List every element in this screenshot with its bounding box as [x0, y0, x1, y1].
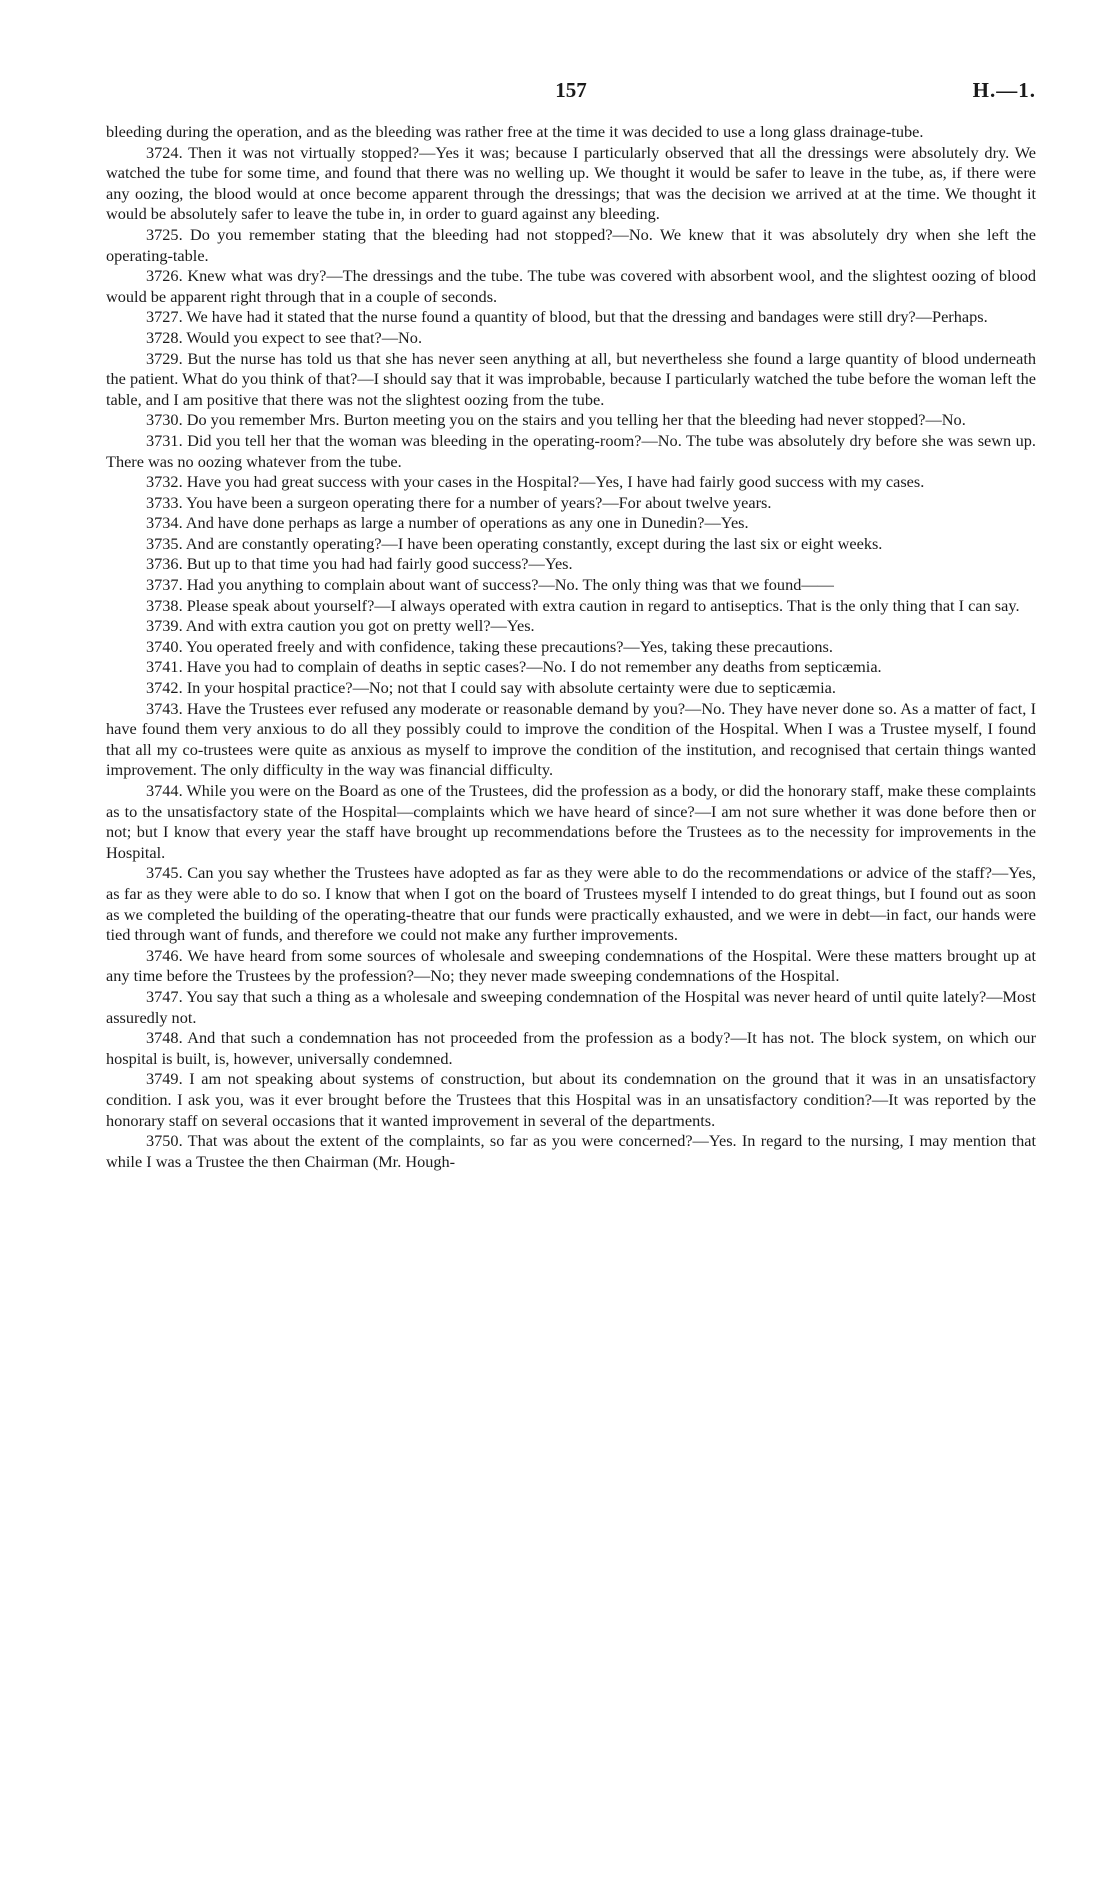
- paragraph: 3736. But up to that time you had had fairly good success?—Yes.: [146, 554, 573, 574]
- paragraph: 3730. Do you remember Mrs. Burton meeting you on the stairs and you telling her that the bleeding had never stopped?—No.: [146, 410, 966, 430]
- paragraph: 3738. Please speak about yourself?—I always operated with extra caution in regard to antiseptics. That is the only thing that I can say.: [146, 595, 1020, 615]
- page-number: 157: [555, 78, 587, 102]
- paragraph: 3725. Do you remember stating that the bleeding had not stopped?—No. We knew that it was absolutely dry when she left the operating-table.: [106, 224, 1036, 265]
- paragraph: 3728. Would you expect to see that?—No.: [146, 327, 423, 347]
- paragraph: 3746. We have heard from some sources of wholesale and sweeping condemnations of the Hospital. Were these matters brought up at any time before the Trustees by the profession?—No; they never made sweeping condemnations of the Hospital.: [106, 945, 1036, 986]
- paragraph: 3732. Have you had great success with your cases in the Hospital?—Yes, I have had fairly good success with my cases.: [146, 472, 925, 492]
- paragraph: 3739. And with extra caution you got on pretty well?—Yes.: [146, 616, 535, 636]
- paragraph: 3744. While you were on the Board as one of the Trustees, did the profession as a body, or did the honorary staff, make these complaints as to the unsatisfactory state of the Hospital—complaints which we have heard of since?—I am not sure whether it was done before then or not; but I know that every year the staff have brought up recommendations before the Trustees as to the necessity for improvements in the Hospital.: [106, 781, 1036, 862]
- paragraph: 3747. You say that such a thing as a wholesale and sweeping condemnation of the Hospital was never heard of until quite lately?—Most assuredly not.: [106, 986, 1036, 1027]
- paragraph: 3749. I am not speaking about systems of construction, but about its condemnation on the ground that it was in an unsatisfactory condition. I ask you, was it ever brought before the Trustees that this Hospital was in an unsatisfactory condition?—It was reported by the honorary staff on several occasions that it wanted improvement in several of the departments.: [106, 1069, 1036, 1130]
- body-text: [106, 122, 1036, 1172]
- paragraph: 3727. We have had it stated that the nurse found a quantity of blood, but that the dressing and bandages were still dry?—Perhaps.: [146, 307, 988, 327]
- paragraph: 3750. That was about the extent of the complaints, so far as you were concerned?—Yes. In regard to the nursing, I may mention that while I was a Trustee the then Chairman (Mr. Hough-: [106, 1131, 1036, 1171]
- paragraph: 3735. And are constantly operating?—I have been operating constantly, except during the last six or eight weeks.: [146, 533, 883, 553]
- paragraph: 3748. And that such a condemnation has not proceeded from the profession as a body?—It has not. The block system, on which our hospital is built, is, however, universally condemned.: [106, 1028, 1036, 1068]
- paragraph: 3733. You have been a surgeon operating there for a number of years?—For about twelve years.: [146, 492, 772, 512]
- paragraph: 3745. Can you say whether the Trustees have adopted as far as they were able to do the recommendations or advice of the staff?—Yes, as far as they were able to do so. I know that when I got on the board of Trustees myself I intended to do great things, but I found out as soon as we completed the building of the operating-theatre that our funds were practically exhausted, and we were in debt—in fact, our hands were tied through want of funds, and therefore we could not make any further improvements.: [106, 863, 1036, 945]
- document-reference: H.—1.: [972, 78, 1036, 102]
- page-header: [106, 78, 1036, 122]
- paragraph: bleeding during the operation, and as the bleeding was rather free at the time it was decided to use a long glass drainage-tube.: [106, 122, 924, 141]
- paragraph: 3726. Knew what was dry?—The dressings and the tube. The tube was covered with absorbent wool, and the slightest oozing of blood would be apparent right through that in a couple of seconds.: [106, 266, 1036, 306]
- paragraph: 3731. Did you tell her that the woman was bleeding in the operating-room?—No. The tube was absolutely dry before she was sewn up. There was no oozing whatever from the tube.: [106, 430, 1036, 471]
- document-page: [106, 78, 1036, 1172]
- paragraph: 3729. But the nurse has told us that she has never seen anything at all, but nevertheless she found a large quantity of blood underneath the patient. What do you think of that?—I should say that it was improbable, because I particularly watched the tube before the woman left the table, and I am positive that there was not the slightest oozing from the tube.: [106, 348, 1036, 409]
- paragraph: 3737. Had you anything to complain about want of success?—No. The only thing was that we found——: [146, 575, 834, 595]
- paragraph: 3740. You operated freely and with confidence, taking these precautions?—Yes, taking these precautions.: [146, 636, 833, 656]
- paragraph: 3741. Have you had to complain of deaths in septic cases?—No. I do not remember any deaths from septicæmia.: [146, 657, 882, 677]
- paragraph: 3734. And have done perhaps as large a number of operations as any one in Dunedin?—Yes.: [146, 513, 749, 533]
- paragraph: 3743. Have the Trustees ever refused any moderate or reasonable demand by you?—No. They have never done so. As a matter of fact, I have found them very anxious to do all they possibly could to improve the condition of the Hospital. When I was a Trustee myself, I found that all my co-trustees were quite as anxious as myself to improve the condition of the institution, and recognised that certain things wanted improvement. The only difficulty in the way was financial difficulty.: [106, 698, 1036, 780]
- paragraph: 3742. In your hospital practice?—No; not that I could say with absolute certainty were due to septicæmia.: [146, 678, 836, 698]
- paragraph: 3724. Then it was not virtually stopped?—Yes it was; because I particularly observed that all the dressings were absolutely dry. We watched the tube for some time, and found that there was no welling up. We thought it would be safer to leave in the tube, as, if there were any oozing, the blood would at once become apparent through the dressings; that was the decision we arrived at at the time. We thought it would be absolutely safer to leave the tube in, in order to guard against any bleeding.: [106, 142, 1036, 224]
